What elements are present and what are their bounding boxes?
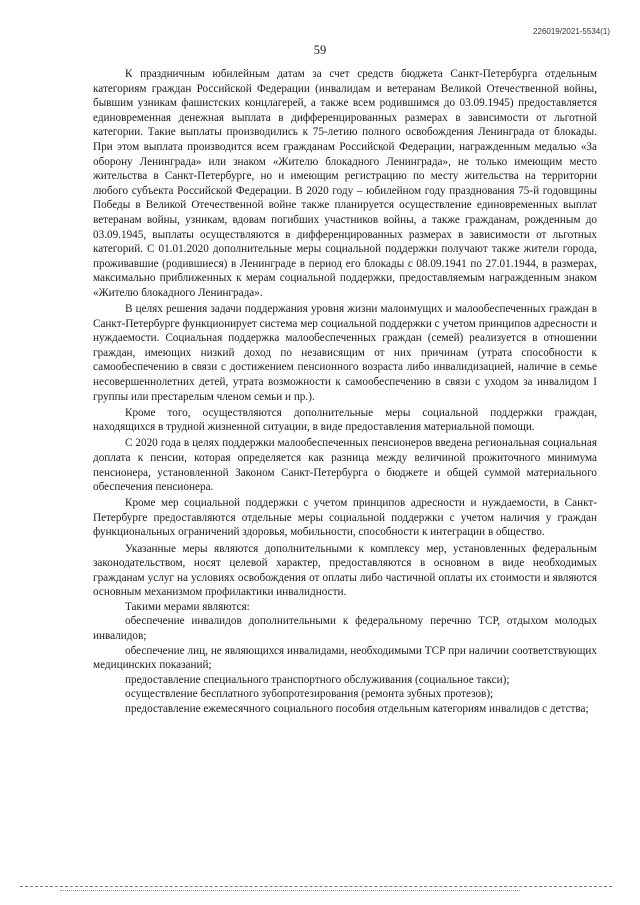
paragraph-holiday-payments: К праздничным юбилейным датам за счет средств бюджета Санкт-Петербурга отдельным категориям граждан Российской Федерации (инвалидам и ветеранам Великой Отечественной войны, бывшим узникам фашистских концлагерей, а также всем родившимся до 03.09.1945) предоставляется единовременная денежная выплата в дифференцированных размерах в зависимости от льготной категории. Такие выплаты производились к 75-летию полного освобождения Ленинграда от блокады. При этом выплата производится всем гражданам Российской Федерации, награжденным медалью «За оборону Ленинграда» или знаком «Жителю блокадного Ленинграда», не только имеющим место жительства в Санкт-Петербурге, но и имеющим регистрацию по месту жительства на территории любого субъекта Российской Федерации. В 2020 году – юбилейном году празднования 75-й годовщины Победы в Великой Отечественной войне также планируется осуществление единовременных выплат ветеранам войны, узникам, вдовам погибших участников войны, а также гражданам, рожденным до 03.09.1945, выплаты осуществляются в дифференцированных размерах в зависимости от льготных категорий. С 01.01.2020 дополнительные меры социальной поддержки получают также жители города, проживавшие (родившиеся) в Ленинграде в период его блокады с 08.09.1941 по 27.01.1944, в размерах, максимально приближенных к мерам социальной поддержки, предоставляемым награжденным знаком «Жителю блокадного Ленинграда». <box>93 68 597 299</box>
paragraph-pension-supplement: С 2020 года в целях поддержки малообеспеченных пенсионеров введена региональная социальная доплата к пенсии, которая определяется как разница между величиной прожиточного минимума пенсионера, установленной Законом Санкт-Петербурга о бюджете и общей суммой материального обеспечения пенсионера. <box>93 437 597 494</box>
footer-scan-artifact <box>60 890 520 891</box>
footer-divider <box>20 886 612 887</box>
list-item-monthly-allowance: предоставление ежемесячного социального пособия отдельным категориям инвалидов с детства; <box>125 703 589 716</box>
list-item-dental: осуществление бесплатного зубопротезирования (ремонта зубных протезов); <box>125 688 494 701</box>
paragraph-low-income-support: В целях решения задачи поддержания уровня жизни малоимущих и малообеспеченных граждан в Санкт-Петербурге функционирует система мер социальной поддержки с учетом принципов адресности и нуждаемости. Социальная поддержка малообеспеченных граждан (семей) реализуется в отношении граждан, имеющих низкий доход по независящим от них причинам (утрата способности к самообеспечению в связи с достижением пенсионного возраста либо инвалидизацией, наличие в семье несовершеннолетних детей, утрата возможности к самообеспечению в связи с уходом за инвалидом I группы или престарелым членом семьи и пр.). <box>93 303 597 403</box>
page-number: 59 <box>313 43 327 57</box>
list-item-social-taxi: предоставление специального транспортного обслуживания (социальное такси); <box>125 673 510 686</box>
list-item-tsr-disabled: обеспечение инвалидов дополнительными к федеральному перечню ТСР, отдыхом молодых инвалидов; <box>93 615 597 643</box>
paragraph-measures-intro: Такими мерами являются: <box>125 600 250 613</box>
document-body <box>93 67 597 717</box>
document-reference: 226019/2021-5534(1) <box>533 27 610 36</box>
paragraph-functional-limitations: Кроме мер социальной поддержки с учетом принципов адресности и нуждаемости, в Санкт-Петербурге предоставляются отдельные меры социальной поддержки с учетом наличия у граждан функциональных ограничений здоровья, мобильности, способности к интеграции в общество. <box>93 497 597 539</box>
paragraph-material-aid: Кроме того, осуществляются дополнительные меры социальной поддержки граждан, находящихся в трудной жизненной ситуации, в виде предоставления материальной помощи. <box>93 406 597 434</box>
list-item-tsr-non-disabled: обеспечение лиц, не являющихся инвалидами, необходимыми ТСР при наличии соответствующих медицинских показаний; <box>93 644 597 672</box>
paragraph-additional-measures: Указанные меры являются дополнительными к комплексу мер, установленных федеральным законодательством, носят целевой характер, предоставляются в основном в виде необходимых гражданам услуг на условиях освобождения от оплаты либо частичной оплаты их стоимости и являются основным механизмом профилактики инвалидности. <box>93 542 597 599</box>
